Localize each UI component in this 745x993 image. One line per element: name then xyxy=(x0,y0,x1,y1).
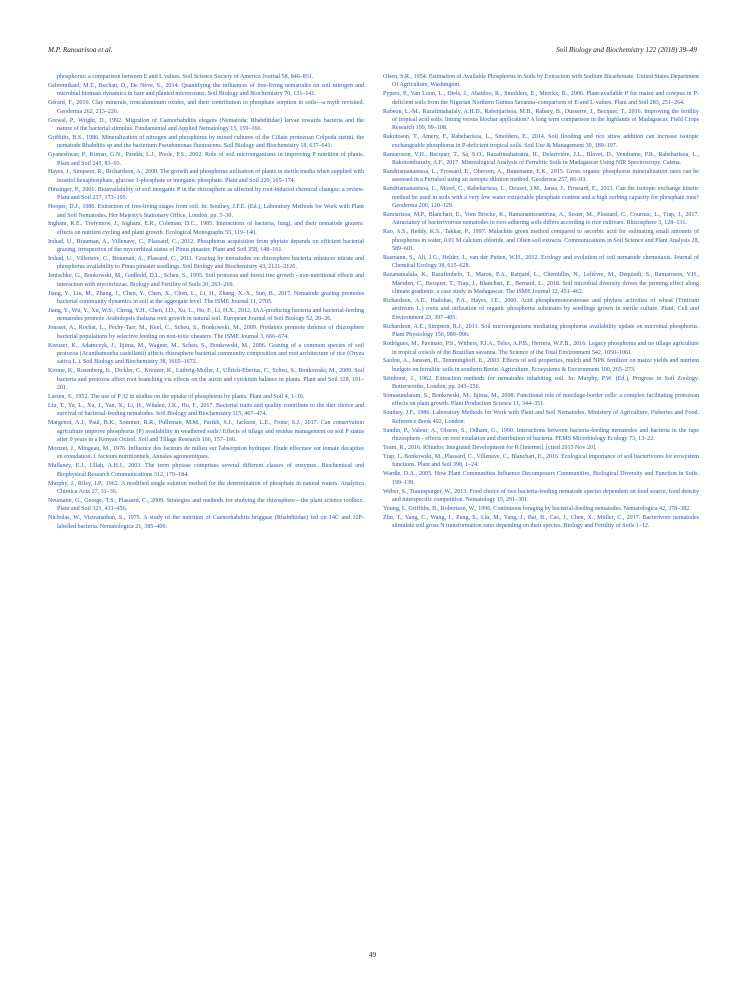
reference-entry[interactable]: Ingham, R.E., Trofymow, J., Ingham, E.R., Coleman, D.C., 1985. Interactions of bacteria, fungi, and their nematode grazers: effects on nutrient cycling and plant growth. Ecological Monographs 55, 119–140. xyxy=(48,221,364,236)
reference-entry[interactable]: Young, I., Griffiths, B., Robertson, W., 1996. Continuous foraging by bacterial-feeding nematodes. Nematologica 42, 378–382. xyxy=(383,505,691,512)
reference-entry[interactable]: Liu, T., Yu, L., Xu, J., Yan, X., Li, H., Whalen, J.K., Hu, F., 2017. Bacterial traits and quality contribute to the diet choice and survival of bacterial-feeding nematodes. Soil Biology and Biochemistry 115, 467–474. xyxy=(48,402,364,418)
reference-entry[interactable]: Morizet, J., Mingeau, M., 1976. Influence des facteurs de milieu sur l'absorption hydrique. Etude effectuee sur tomate decapitee en exsudation. i. facteurs nutritionnels, Annales agronomiques. xyxy=(48,445,364,461)
reference-entry[interactable]: Gyaneshwar, P., Kumar, G.N., Parekh, L.J., Poole, P.S., 2002. Role of soil microorganisms in improving P nutrition of plants. Plant and Soil 245, 83–93. xyxy=(48,152,364,167)
reference-entry[interactable]: Nicholas, W., Viswanathan, S., 1975. A study of the nutrition of Caenorhabditis briggsae (Rhabditidae) fed on 14C and 32P-labelled bacteria. Nematologica 21, 385–400. xyxy=(48,515,364,530)
reference-entry[interactable]: Randriamanantsoa, L., Frossard, E., Oberson, A., Bunemann, E.K., 2015. Gross organic phosphorus mineralization rates can be assessed in a Ferralsol using an isotopic dilution method. Geoderma 257, 86–93. xyxy=(383,168,699,184)
reference-entry[interactable]: Gérard, F., 2016. Clay minerals, iron/aluminum oxides, and their contribution to phosphate sorption in soils—a myth revisited. Geoderma 262, 213–226. xyxy=(48,100,364,115)
reference-entry[interactable]: Saidou, A., Janssen, B., Temminghoff, E., 2003. Effects of soil properties, mulch and NPK fertilizer on maize yields and nutrient budgets on ferralitic soils in southern Benin. Agriculture, Ecosystems & Environment 100, 265–273. xyxy=(383,358,699,373)
reference-entry[interactable]: Sundin, P., Valeur, A., Olsson, S., Odham, G., 1990. Interactions between bacteria-feeding nematodes and bacteria in the rape rhizosphere - effects on root exudation and distribution of bacteria. FEMS Microbiology Ecology 73, 13–22. xyxy=(383,427,699,443)
reference-entry[interactable]: Griffiths, B.S., 1986. Mineralization of nitrogen and phosphorus by mixed cultures of the Ciliate protozoan Colpoda steinii, the nematode Rhabditis sp and the bacterium Pseudomonas fluorescens. Soil Biology and Biochemistry 18, 637–641. xyxy=(48,134,364,150)
reference-entry[interactable]: Trap, J., Bonkowski, M., Plassard, C., Villenave, C., Blanchart, E., 2016. Ecological importance of soil bacterivores for ecosystem functions. Plant and Soil 398, 1–24. xyxy=(383,453,699,469)
reference-entry[interactable]: Irshad, U., Brauman, A., Villenave, C., Plassard, C., 2012. Phosphorus acquisition from phytate depends on efficient bacterial grazing, irrespective of the mycorrhizal status of Pinus pinaster. Plant and Soil 358, 148–161. xyxy=(48,238,364,254)
reference-entry[interactable]: Rasmann, S., Ali, J.G., Helder, J., van der Putten, W.H., 2012. Ecology and evolution of soil nematode chemotaxis. Journal of Chemical Ecology 38, 615–628. xyxy=(383,255,699,270)
reference-entry[interactable]: Ranoarisoa, M.P., Blanchart, E., Vom Brocke, K., Ramanantsoanirina, A., Sester, M., Plassard, C., Cournac, L., Trap, J., 2017. Attractancy of bacterivorous nematodes to root-adhering soils differs according to rice cultivars. Rhizosphere 3, 128–131. xyxy=(383,212,699,227)
references-right-column xyxy=(383,73,699,531)
reference-entry[interactable]: Olsen, S.R., 1954. Estimation of Available Phosphorus in Soils by Extraction with Sodium Bicarbonate. United States Department Of Agriculture, Washington. xyxy=(383,74,699,89)
reference-entry[interactable]: Seinhorst, J., 1962. Extraction methods for nematodes inhabiting soil. In: Murphy, P.W. (Ed.), Progress in Soil Zoology. Butterworths, London, pp. 243–256. xyxy=(383,375,699,391)
reference-entry[interactable]: Ramaroson, V.H., Becquer, T., Sá, S.O., Razafimahatratra, H., Delarivière, J.L., Blavet, D., Vendrame, P.R., Rabeharisoa, L., Rakotondrazafy, A.F., 2017. Mineralogical Analysis of Ferralitic Soils in Madagascar Using NIR Spectroscopy. Catena. xyxy=(383,151,699,167)
reference-entry[interactable]: Hooper, D.J., 1986. Extraction of free-living stages from soil. In: Southey, J.F.E. (Ed.), Laboratory Methods for Work with Plant and Soil Nematodes. Her Majesty's Stationary Office, London, pp. 5–30. xyxy=(48,204,364,219)
reference-entry[interactable]: Rodrigues, M., Pavinato, P.S., Withers, P.J.A., Teles, A.P.B., Herrera, W.F.B., 2016. Legacy phosphorus and no tillage agriculture in tropical oxisols of the Brazilian savanna. The Science of the Total Environment 542, 1050–1061. xyxy=(383,341,699,356)
reference-entry[interactable]: Irshad, U., Villenave, C., Brauman, A., Plassard, C., 2011. Grazing by nematodes on rhizosphere bacteria enhances nitrate and phosphorus availability to Pinus pinaster seedlings. Soil Biology and Biochemistry 43, 2121–2126. xyxy=(48,256,364,271)
reference-entry[interactable]: Larsen, S., 1952. The use of P 32 in studies on the uptake of phosphorus by plants. Plant and Soil 4, 1–10. xyxy=(48,394,305,401)
reference-entry[interactable]: Gebremikael, M.T., Buchan, D., De Neve, S., 2014. Quantifying the influences of free-living nematodes on soil nitrogen and microbial biomass dynamics in bare and planted microcosms. Soil Biology and Biochemistry 70, 131–141. xyxy=(48,82,364,98)
reference-entry[interactable]: Richardson, A.E., Simpson, R.J., 2011. Soil microorganisms mediating phosphorus availability update on microbial phosphorus. Plant Physiology 156, 989–996. xyxy=(383,323,699,339)
running-header-authors: M.P. Ranoarisoa et al. xyxy=(48,46,113,54)
references-left-column xyxy=(48,73,364,532)
reference-entry[interactable]: Mullaney, E.J., Ullah, A.H.J., 2003. The term phytase comprises several different classes of enzymes. Biochemical and Biophysical Research Communications 312, 179–184. xyxy=(48,463,364,478)
reference-entry[interactable]: Hayes, J., Simpson, R., Richardson, A., 2000. The growth and phosphorus utilisation of plants in sterile media when supplied with inositol hexaphosphate, glucose 1-phosphate or inorganic phosphate. Plant and Soil 220, 165–174. xyxy=(48,169,364,184)
reference-entry[interactable]: Pypers, P., Van Loon, L., Diels, J., Abaidoo, R., Smolders, E., Merckx, R., 2006. Plant-available P for maize and cowpea in P-deficient soils from the Nigerian Northern Guinea Savanna–comparison of E-and L-values. Plant and Soil 283, 251–264. xyxy=(383,91,699,106)
reference-entry[interactable]: Zhu, T., Yang, C., Wang, J., Zeng, S., Liu, M., Yang, J., Bai, B., Cao, J., Chen, X., Müller, C., 2017. Bacterivore nematodes stimulate soil gross N transformation rates depending on their species. Biology and Fertility of Soils 1–12. xyxy=(383,514,699,530)
reference-entry[interactable]: Team, R., 2016. RStudio: Integrated Development for R [Internet]. [cited 2015 Nov 20]. xyxy=(383,444,597,451)
reference-entry[interactable]: Jousset, A., Rochat, L., Péchy-Tarr, M., Keel, C., Scheu, S., Bonkowski, M., 2009. Predators promote defence of rhizosphere bacterial populations by selective feeding on non-toxic cheaters. The ISME Journal 3, 666–674. xyxy=(48,325,364,340)
page-number: 49 xyxy=(368,950,377,959)
reference-entry[interactable]: Weber, S., Traunspurger, W., 2013. Food choice of two bacteria-feeding nematode species dependent on food source, food density and interspecific competition. Nematology 15, 291–301. xyxy=(383,488,699,503)
reference-entry[interactable]: Kreuzer, K., Adamczyk, J., Iijima, M., Wagner, M., Scheu, S., Bonkowski, M., 2006. Grazing of a common species of soil protozoa (Acanthamoeba castellanii) affects rhizosphere bacterial community composition and root architecture of rice (Oryza sativa L.). Soil Biology and Biochemistry 38, 1665–1672. xyxy=(48,342,364,366)
reference-entry[interactable]: Rao, A.S., Reddy, K.S., Takkar, P., 1997. Malachite green method compared to ascorbic acid for estimating small amounts of phosphorus in water, 0.01 M calcium chloride, and Olsen soil extracts. Communications in Soil Science and Plant Analysis 28, 589–601. xyxy=(383,229,699,253)
reference-entry[interactable]: Murphy, J., Riley, J.P., 1962. A modified single solution method for the determination of phosphate in natural waters. Analytica Chimica Acta 27, 31–36. xyxy=(48,480,364,495)
reference-entry[interactable]: Krome, K., Rosenberg, K., Dickler, C., Kreuzer, K., Ludwig-Muller, J., Ullrich-Eberius, C., Scheu, S., Bonkowski, M., 2009. Soil bacteria and protozoa affect root branching via effects on the auxin and cytokinin balance in plants. Plant and Soil 328, 191–201. xyxy=(48,368,364,392)
reference-entry[interactable]: Richardson, A.E., Hadobas, P.A., Hayes, J.E., 2000. Acid phosphomonoesterase and phytase activities of wheat (Triticum aestivum L.) roots and utilization of organic phosphorus substrates by seedlings grown in sterile culture. Plant, Cell and Environment 23, 397–405. xyxy=(383,298,699,321)
reference-entry[interactable]: Razanamalala, K., Razafimbelo, T., Maron, P.A., Ranjard, L., Chemidlin, N., Lelièvre, M., Dequiedt, S., Ramaroson, V.H., Marsden, C., Becquer, T., Trap, J., Blanchart, E., Bernard, L., 2018. Soil microbial diversity drives the priming effect along climate gradients: a case study in Madagascar. The ISME Journal 12, 451–462. xyxy=(383,272,699,296)
reference-entry[interactable]: Wardle, D.A., 2005. How Plant Communities Influence Decomposers Communities, Biological Diversity and Function in Soils. 199–139. xyxy=(383,471,699,486)
reference-entry[interactable]: Grewal, P., Wright, D., 1992. Migration of Caenorhabditis elegans (Nematoda: Rhabditidae) larvae towards bacteria and the nature of the bacterial stimulus. Fundamental and Applied Nematology 15, 159–166. xyxy=(48,117,364,132)
reference-entry[interactable]: Margenot, A.J., Paul, B.K., Sommer, R.R., Pulleman, M.M., Parikh, S.J., Jackson, L.E., Fonte, S.J., 2017. Can conservation agriculture improve phosphorus (P) availability in weathered soils? Effects of tillage and residue management on soil P status after 9 years in a Kenyan Oxisol. Soil and Tillage Research 166, 157–166. xyxy=(48,420,364,444)
reference-entry[interactable]: Rakotoson, T., Amery, F., Rabeharisoa, L., Smolders, E., 2014. Soil flooding and rice straw addition can increase isotopic exchangeable phosphorus in P-deficient tropical soils. Soil Use & Management 30, 189–197. xyxy=(383,134,699,149)
reference-entry[interactable]: Hinsinger, P., 2001. Bioavailability of soil inorganic P in the rhizosphere as affected by root-induced chemical changes: a review. Plant and Soil 237, 173–195. xyxy=(48,186,364,202)
reference-entry[interactable]: Jiang, Y., Wu, Y., Xu, W.S., Cheng, Y.H., Chen, J.D., Xu, L., Hu, F., Li, H.X., 2012. IAA-producing bacteria and bacterial-feeding nematodes promote Arabidopsis thaliana root growth in natural soil. European Journal of Soil Biology 52, 20–26. xyxy=(48,307,364,323)
reference-entry[interactable]: Randriamanantsoa, L., Morel, C., Rabeharisoa, L., Douzet, J.M., Jansa, J., Frossard, E., 2013. Can the isotopic exchange kinetic method be used in soils with a very low water extractable phosphate content and a high sorbing capacity for phosphate ions? Geoderma 200, 120–129. xyxy=(383,186,699,210)
reference-entry[interactable]: Rabeon, L.-M., Razafimahafaly, A.H.D., Rabenjarisoa, M.B., Rabary, B., Dusserre, J., Becquer, T., 2016. Improving the fertility of tropical acid soils: liming versus biochar application? A long term comparison in the highlands of Madagascar. Field Crops Research 199, 99–108. xyxy=(383,108,699,132)
reference-entry[interactable]: phosphorus: a comparison between E and L values. Soil Science Society of America Journal 58, 846–851. xyxy=(57,74,314,80)
reference-entry[interactable]: Jiang, Y., Liu, M., Zhang, J., Chen, Y., Chen, X., Chen, L., Li, H., Zhang, X.-X., Sun, B., 2017. Nematode grazing promotes bacterial community dynamics in soil at the aggregate level. The ISME Journal 11, 2705. xyxy=(48,290,364,306)
running-header-journal: Soil Biology and Biochemistry 122 (2018) 39–49 xyxy=(556,46,697,54)
reference-entry[interactable]: Somasundaram, S., Bonkowski, M., Iijima, M., 2008. Functional role of mucilage-border cells: a complex facilitating protozoan effects on plant growth. Plant Production Science 11, 344–351. xyxy=(383,393,699,408)
reference-entry[interactable]: Jentschke, G., Bonkowski, M., Godbold, D.L., Scheu, S., 1995. Soil protozoa and forest tree growth - non-nutritional effects and interaction with mycorrhizae. Biology and Fertility of Soils 20, 263–269. xyxy=(48,273,364,288)
reference-entry[interactable]: Neumann, G., George, T.S., Plassard, C., 2009. Strategies and methods for studying the rhizosphere—the plant science toolbox. Plant and Soil 321, 431–456. xyxy=(48,497,364,513)
reference-entry[interactable]: Southey, J.F., 1986. Laboratory Methods for Work with Plant and Soil Nematodes. Ministery of Agriculture, Fisheries and Food. Reference Book 402, London. xyxy=(383,410,699,425)
